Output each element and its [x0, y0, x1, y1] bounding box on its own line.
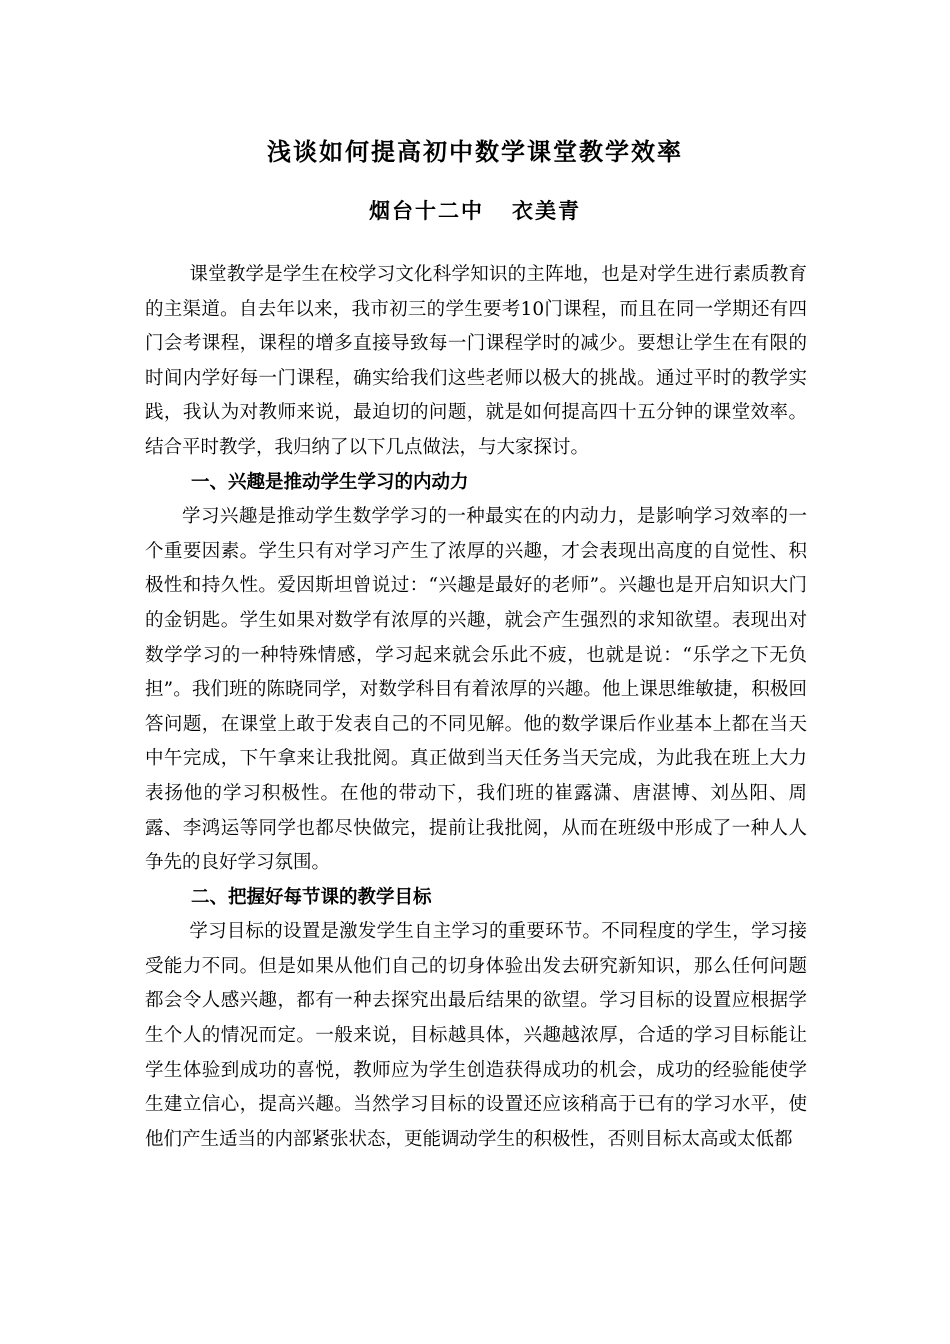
section-2-heading: 二、把握好每节课的教学目标	[191, 886, 432, 908]
author-name: 衣美青	[512, 198, 581, 223]
intro-paragraph: 课堂教学是学生在校学习文化科学知识的主阵地，也是对学生进行素质教育的主渠道。自去年以来，我市初三的学生要考10门课程，而且在同一学期还有四门会考课程，课程的增多直接导致每一门课程学时的减少。要想让学生在有限的时间内学好每一门课程，确实给我们这些老师以极大的挑战。通过平时的教学实践，我认为对教师来说，最迫切的问题，就是如何提高四十五分钟的课堂效率。结合平时教学，我归纳了以下几点做法，与大家探讨。	[145, 264, 807, 458]
section-1-heading: 一、兴趣是推动学生学习的内动力	[191, 471, 469, 493]
school-name: 烟台十二中	[369, 198, 484, 223]
document-title: 浅谈如何提高初中数学课堂教学效率	[267, 137, 683, 166]
byline	[0, 196, 950, 226]
document-body	[145, 258, 807, 1157]
section-1-paragraph: 学习兴趣是推动学生数学学习的一种最实在的内动力，是影响学习效率的一个重要因素。学生只有对学习产生了浓厚的兴趣，才会表现出高度的自觉性、积极性和持久性。爱因斯坦曾说过：“兴趣是最好的老师”。兴趣也是开启知识大门的金钥匙。学生如果对数学有浓厚的兴趣，就会产生强烈的求知欲望。表现出对数学学习的一种特殊情感，学习起来就会乐此不疲，也就是说：“乐学之下无负担”。我们班的陈晓同学，对数学科目有着浓厚的兴趣。他上课思维敏捷，积极回答问题，在课堂上敢于发表自己的不同见解。他的数学课后作业基本上都在当天中午完成，下午拿来让我批阅。真正做到当天任务当天完成，为此我在班上大力表扬他的学习积极性。在他的带动下，我们班的崔露潇、唐湛博、刘丛阳、周露、李鸿运等同学也都尽快做完，提前让我批阅，从而在班级中形成了一种人人争先的良好学习氛围。	[145, 506, 807, 874]
section-2-paragraph: 学习目标的设置是激发学生自主学习的重要环节。不同程度的学生，学习接受能力不同。但是如果从他们自己的切身体验出发去研究新知识，那么任何问题都会令人感兴趣，都有一种去探究出最后结果的欲望。学习目标的设置应根据学生个人的情况而定。一般来说，目标越具体，兴趣越浓厚，合适的学习目标能让学生体验到成功的喜悦，教师应为学生创造获得成功的机会，成功的经验能使学生建立信心，提高兴趣。当然学习目标的设置还应该稍高于已有的学习水平，使他们产生适当的内部紧张状态，更能调动学生的积极性，否则目标太高或太低都	[145, 921, 807, 1150]
